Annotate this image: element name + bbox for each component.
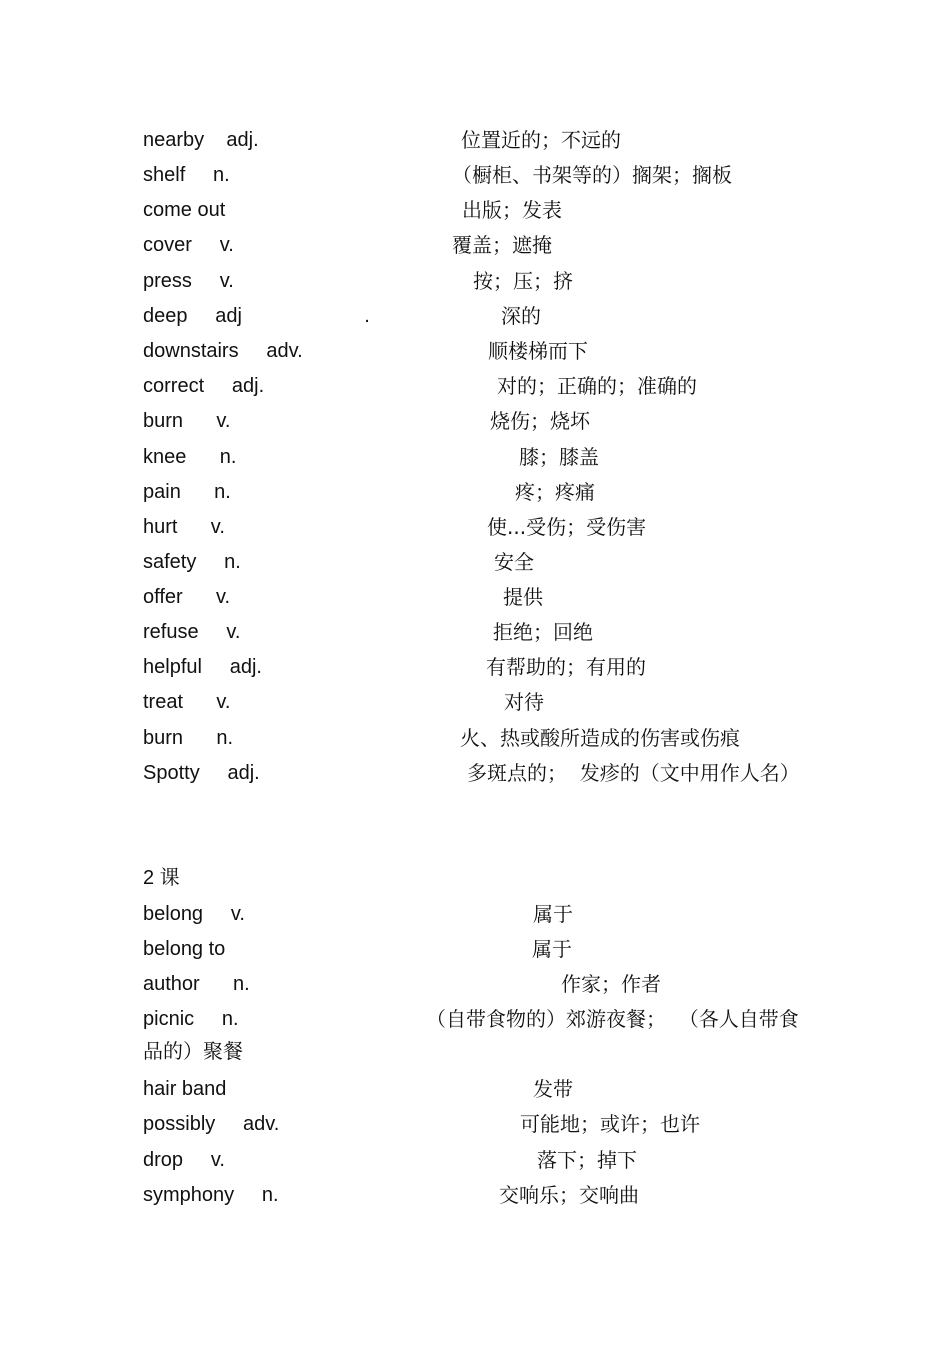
english-term: belong v. — [143, 903, 245, 925]
chinese-meaning: 出版；发表 — [462, 198, 562, 222]
vocab-entry — [0, 1109, 950, 1139]
english-term: cover v. — [143, 234, 234, 256]
vocab-entry — [0, 195, 950, 225]
english-term: author n. — [143, 973, 250, 995]
vocab-entry — [0, 687, 950, 717]
vocab-entry — [0, 899, 950, 929]
english-term: Spotty adj. — [143, 762, 260, 784]
chinese-meaning: 属于 — [533, 902, 573, 926]
english-term: pain n. — [143, 481, 231, 503]
vocab-entry — [0, 160, 950, 190]
chinese-meaning: 按；压；挤 — [473, 269, 573, 293]
english-term: press v. — [143, 270, 234, 292]
vocab-entry — [0, 371, 950, 401]
english-term: nearby adj. — [143, 129, 259, 151]
chinese-meaning: 疼；疼痛 — [515, 480, 595, 504]
english-term: symphony n. — [143, 1184, 279, 1206]
chinese-meaning: 烧伤；烧坏 — [490, 409, 590, 433]
vocab-entry — [0, 1145, 950, 1175]
english-term: hurt v. — [143, 516, 225, 538]
chinese-meaning: 深的 — [501, 304, 541, 328]
english-term: correct adj. — [143, 375, 265, 397]
english-term: belong to — [143, 938, 226, 960]
chinese-meaning: 交响乐；交响曲 — [499, 1183, 639, 1207]
english-term: burn n. — [143, 727, 234, 749]
lesson-heading: 2 课 — [143, 867, 180, 889]
chinese-meaning: 有帮助的；有用的 — [486, 655, 646, 679]
english-term: possibly adv. — [143, 1113, 280, 1135]
chinese-meaning: 落下；掉下 — [537, 1148, 637, 1172]
vocab-entry — [0, 1180, 950, 1210]
vocab-entry — [0, 230, 950, 260]
chinese-meaning: 位置近的；不远的 — [461, 128, 621, 152]
english-term: shelf n. — [143, 164, 230, 186]
vocab-entry — [0, 1074, 950, 1104]
chinese-meaning: （自带食物的）郊游夜餐； （各人自带食 — [426, 1007, 799, 1031]
chinese-meaning: 对的；正确的；准确的 — [497, 374, 697, 398]
vocab-entry — [0, 301, 950, 331]
chinese-meaning: 顺楼梯而下 — [488, 339, 588, 363]
vocab-entry — [0, 512, 950, 542]
chinese-meaning: 属于 — [532, 937, 572, 961]
english-term: safety n. — [143, 551, 241, 573]
vocab-entry — [0, 617, 950, 647]
chinese-meaning: 提供 — [503, 585, 543, 609]
chinese-meaning-continuation: 品的）聚餐 — [143, 1039, 243, 1063]
vocab-entry — [0, 652, 950, 682]
english-term: helpful adj. — [143, 656, 262, 678]
chinese-meaning: 可能地；或许；也许 — [520, 1112, 700, 1136]
chinese-meaning: 多斑点的； 发疹的（文中用作人名） — [467, 761, 800, 785]
chinese-meaning: 对待 — [504, 690, 544, 714]
vocab-entry — [0, 547, 950, 577]
vocab-entry — [0, 1004, 950, 1034]
english-term: deep adj . — [143, 305, 370, 327]
chinese-meaning: 火、热或酸所造成的伤害或伤痕 — [460, 726, 740, 750]
chinese-meaning: （橱柜、书架等的）搁架；搁板 — [452, 163, 732, 187]
chinese-meaning: 发带 — [533, 1077, 573, 1101]
vocab-entry — [0, 477, 950, 507]
english-term: come out — [143, 199, 226, 221]
english-term: downstairs adv. — [143, 340, 303, 362]
vocab-entry — [0, 758, 950, 788]
english-term: picnic n. — [143, 1008, 239, 1030]
vocab-entry — [0, 266, 950, 296]
english-term: offer v. — [143, 586, 231, 608]
vocab-entry — [0, 336, 950, 366]
english-term: knee n. — [143, 446, 237, 468]
vocab-entry — [0, 723, 950, 753]
vocab-entry — [0, 969, 950, 999]
chinese-meaning: 作家；作者 — [561, 972, 661, 996]
english-term: hair band — [143, 1078, 227, 1100]
chinese-meaning: 拒绝；回绝 — [493, 620, 593, 644]
english-term: treat v. — [143, 691, 231, 713]
vocab-entry — [0, 442, 950, 472]
vocab-entry — [0, 406, 950, 436]
vocab-entry — [0, 125, 950, 155]
chinese-meaning: 覆盖；遮掩 — [452, 233, 552, 257]
english-term: refuse v. — [143, 621, 241, 643]
english-term: drop v. — [143, 1149, 225, 1171]
vocab-entry — [0, 934, 950, 964]
english-term: burn v. — [143, 410, 231, 432]
vocab-entry — [0, 582, 950, 612]
chinese-meaning: 膝；膝盖 — [519, 445, 599, 469]
chinese-meaning: 使...受伤；受伤害 — [487, 515, 647, 539]
chinese-meaning: 安全 — [494, 550, 534, 574]
